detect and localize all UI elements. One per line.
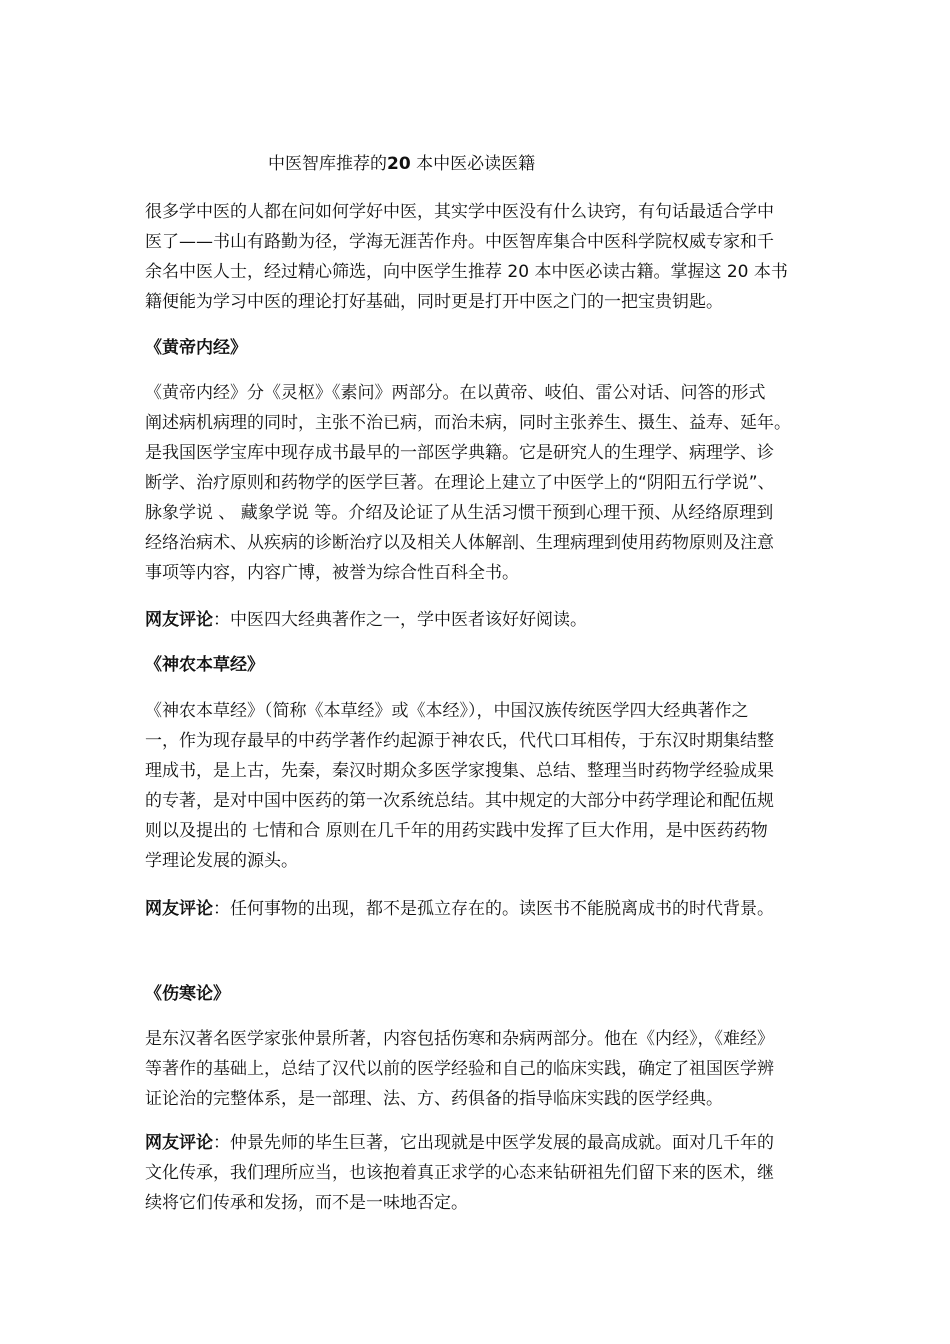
intro-paragraph — [145, 197, 835, 317]
comment-line — [145, 894, 835, 924]
body-line: 阐述病机病理的同时，主张不治已病，而治未病，同时主张养生、摄生、益寿、延年。 — [145, 413, 791, 433]
comment-text: ：仲景先师的毕生巨著，它出现就是中医学发展的最高成就。面对几千年的 — [213, 1133, 774, 1153]
netizen-comment — [145, 894, 835, 924]
comment-label: 网友评论 — [145, 1133, 213, 1153]
comment-line — [145, 1128, 835, 1158]
intro-line: 很多学中医的人都在问如何学好中医，其实学中医没有什么诀窍，有句话最适合学中 — [145, 202, 774, 222]
document-title — [268, 152, 535, 176]
body-line: 《神农本草经》（简称《本草经》或《本经》），中国汉族传统医学四大经典著作之 — [145, 701, 749, 721]
body-line: 学理论发展的源头。 — [145, 851, 298, 871]
body-line: 则以及提出的 七情和合 原则在几千年的用药实践中发挥了巨大作用，是中医药药物 — [145, 821, 768, 841]
section-heading: 《伤寒论》 — [145, 984, 230, 1004]
title-prefix: 中医智库推荐的 — [268, 154, 387, 174]
body-line: 《黄帝内经》分《灵枢》《素问》两部分。在以黄帝、岐伯、雷公对话、问答的形式 — [145, 383, 766, 403]
body-line: 等著作的基础上，总结了汉代以前的医学经验和自己的临床实践，确定了祖国医学辨 — [145, 1059, 774, 1079]
body-line: 事项等内容，内容广博，被誉为综合性百科全书。 — [145, 563, 519, 583]
body-line: 理成书，是上古，先秦，秦汉时期众多医学家搜集、总结、整理当时药物学经验成果 — [145, 761, 774, 781]
title-suffix: 本中医必读医籍 — [416, 154, 536, 174]
body-line: 证论治的完整体系，是一部理、法、方、药俱备的指导临床实践的医学经典。 — [145, 1089, 723, 1109]
intro-line: 籍便能为学习中医的理论打好基础，同时更是打开中医之门的一把宝贵钥匙。 — [145, 292, 723, 312]
netizen-comment — [145, 1128, 835, 1218]
intro-line: 余名中医人士，经过精心筛选，向中医学生推荐 20 本中医必读古籍。掌握这 20 本书 — [145, 262, 788, 282]
section-body — [145, 1024, 835, 1114]
comment-line: 文化传承，我们理所应当，也该抱着真正求学的心态来钻研祖先们留下来的医术，继 — [145, 1163, 774, 1183]
section-body — [145, 378, 835, 588]
body-line: 是我国医学宝库中现存成书最早的一部医学典籍。它是研究人的生理学、病理学、诊 — [145, 443, 774, 463]
comment-label: 网友评论 — [145, 899, 213, 919]
body-line: 一，作为现存最早的中药学著作约起源于神农氏，代代口耳相传，于东汉时期集结整 — [145, 731, 774, 751]
body-line: 脉象学说 、 藏象学说 等。介绍及论证了从生活习惯干预到心理干预、从经络原理到 — [145, 503, 774, 523]
body-line: 经络治病术、从疾病的诊断治疗以及相关人体解剖、生理病理到使用药物原则及注意 — [145, 533, 774, 553]
comment-line: 续将它们传承和发扬，而不是一味地否定。 — [145, 1193, 468, 1213]
comment-line — [145, 605, 835, 635]
title-number: 20 — [387, 154, 411, 174]
body-line: 的专著，是对中国中医药的第一次系统总结。其中规定的大部分中药学理论和配伍规 — [145, 791, 774, 811]
section-heading: 《神农本草经》 — [145, 655, 264, 675]
body-line: 断学、治疗原则和药物学的医学巨著。在理论上建立了中医学上的“阴阳五行学说”、 — [145, 473, 775, 493]
section-body — [145, 696, 835, 876]
netizen-comment — [145, 605, 835, 635]
intro-line: 医了——书山有路勤为径，学海无涯苦作舟。中医智库集合中医科学院权威专家和千 — [145, 232, 774, 252]
comment-text: ：中医四大经典著作之一，学中医者该好好阅读。 — [213, 610, 587, 630]
comment-text: ：任何事物的出现，都不是孤立存在的。读医书不能脱离成书的时代背景。 — [213, 899, 774, 919]
body-line: 是东汉著名医学家张仲景所著，内容包括伤寒和杂病两部分。他在《内经》，《难经》 — [145, 1029, 774, 1049]
section-heading: 《黄帝内经》 — [145, 338, 247, 358]
comment-label: 网友评论 — [145, 610, 213, 630]
